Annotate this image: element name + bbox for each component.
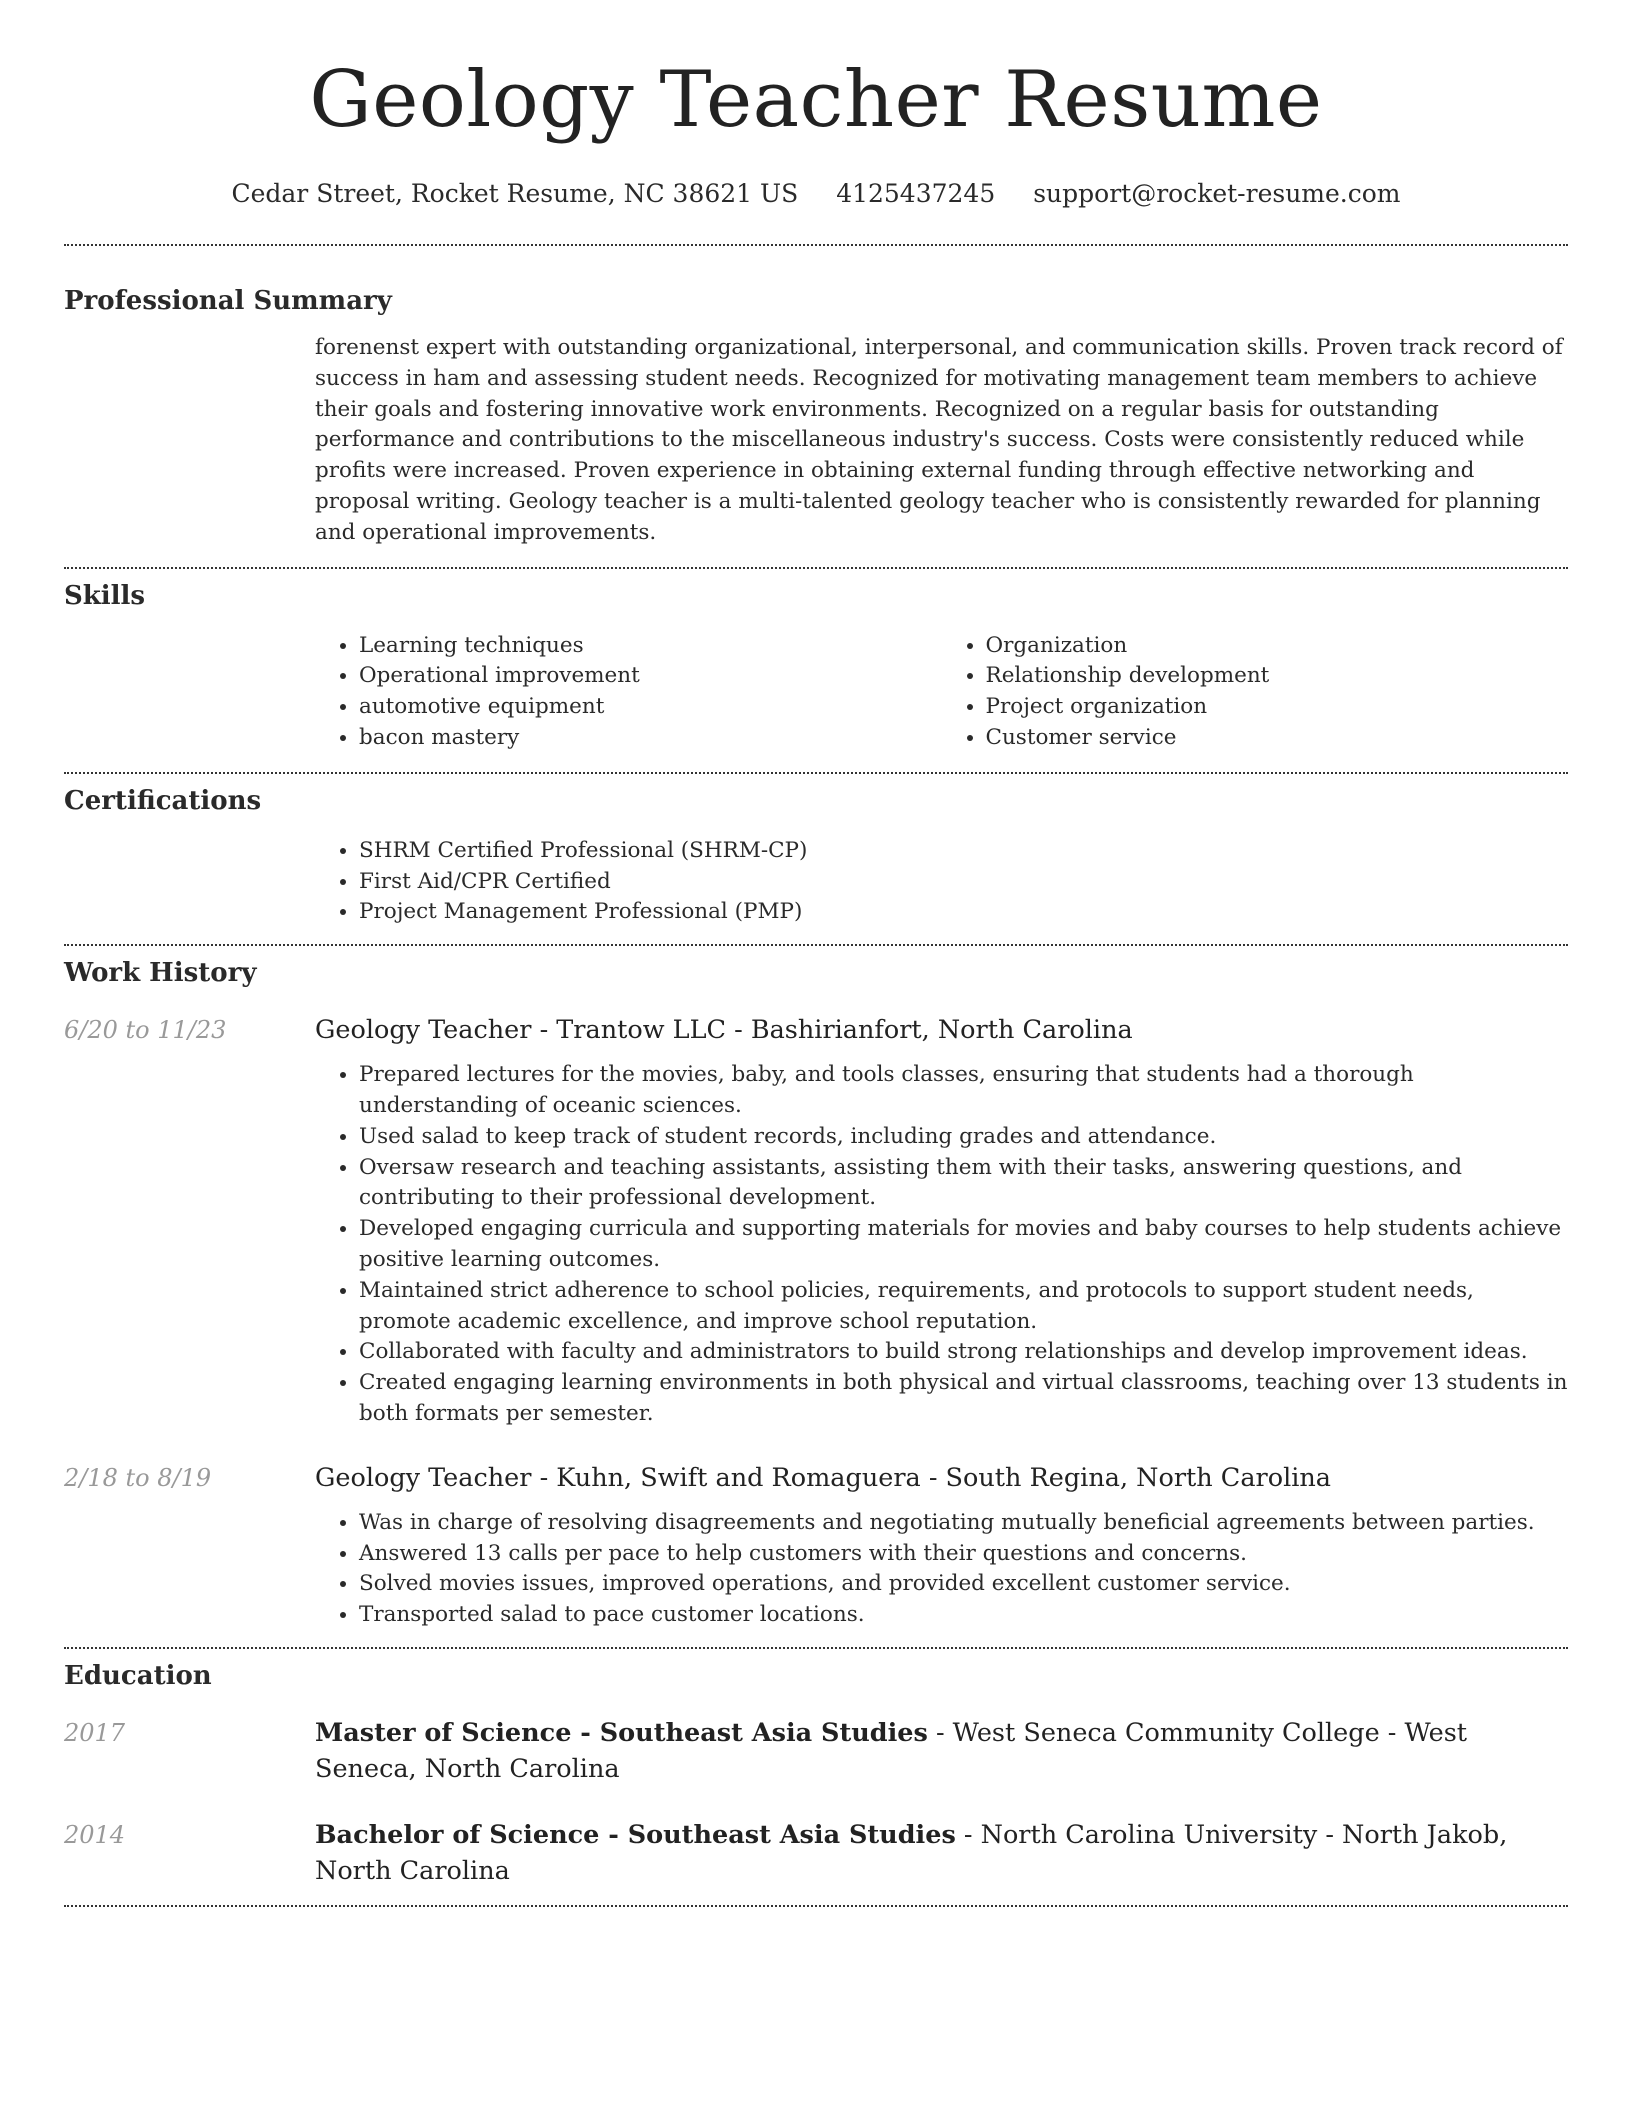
contact-email[interactable]: support@rocket-resume.com [1033, 179, 1401, 208]
list-item: • Prepared lectures for the movies, baby, and tools classes, ensuring that students had a thorough understanding of oceanic sciences. [359, 1060, 1568, 1122]
skills-list-left [315, 631, 942, 754]
education-entry [64, 1817, 1568, 1905]
list-item: • Transported salad to pace customer locations. [359, 1600, 1568, 1631]
job-entry [64, 1012, 1568, 1048]
section-heading-certifications: Certifications [64, 785, 262, 816]
job-details [315, 1508, 1568, 1647]
education-school: - North Carolina University - North Jakob, North Carolina [315, 1819, 1508, 1886]
education-section [64, 1649, 1568, 1905]
job-bullets [315, 1060, 1568, 1430]
section-heading-skills: Skills [64, 580, 146, 611]
section-heading-education: Education [64, 1660, 212, 1691]
skills-list-right [942, 631, 1569, 754]
job-dates: 6/20 to 11/23 [64, 1016, 227, 1045]
list-item: • Answered 13 calls per pace to help customers with their questions and concerns. [359, 1539, 1568, 1570]
section-heading-summary: Professional Summary [64, 286, 392, 316]
summary-text: forenenst expert with outstanding organizational, interpersonal, and communication skills. Proven track record of success in ham and assessing student needs. Recognized for motivating management team members to achieve their goals and fostering innovative work environments. Recognized on a regular basis for outstanding performance and contributions to the miscellaneous industry's success. Costs were consistently reduced while profits were increased. Proven experience in obtaining external funding through effective networking and proposal writing. Geology teacher is a multi-talented geology teacher who is consistently rewarded for planning and operational improvements. [315, 335, 1563, 545]
job-title: Geology Teacher - Kuhn, Swift and Romaguera - South Regina, North Carolina [315, 1462, 1332, 1493]
divider [64, 1905, 1568, 1907]
education-title [315, 1715, 1568, 1787]
section-heading-work: Work History [64, 958, 257, 989]
education-degree: Master of Science - Southeast Asia Studies [315, 1717, 928, 1748]
list-item: • Customer service [986, 723, 1569, 754]
summary-section [64, 246, 1568, 567]
contact-address: Cedar Street, Rocket Resume, NC 38621 US [231, 179, 799, 208]
page-title: Geology Teacher Resume [309, 55, 1323, 145]
certifications-list [315, 836, 1568, 928]
education-title [315, 1817, 1568, 1889]
education-year: 2017 [64, 1718, 126, 1747]
skills-section [64, 569, 1568, 772]
job-details [315, 1060, 1568, 1430]
list-item: • First Aid/CPR Certified [359, 867, 1568, 898]
education-degree: Bachelor of Science - Southeast Asia Studies [315, 1819, 956, 1850]
certifications-content [315, 836, 1568, 944]
list-item: • Relationship development [986, 661, 1569, 692]
list-item: • Operational improvement [359, 661, 942, 692]
list-item: • bacon mastery [359, 723, 942, 754]
list-item: • Used salad to keep track of student records, including grades and attendance. [359, 1122, 1568, 1153]
certifications-section [64, 774, 1568, 944]
list-item: • Created engaging learning environments in both physical and virtual classrooms, teaching over 13 students in both formats per semester. [359, 1368, 1568, 1430]
list-item: • Project Management Professional (PMP) [359, 897, 1568, 928]
job-dates: 2/18 to 8/19 [64, 1463, 212, 1492]
job-entry [64, 1460, 1568, 1496]
list-item: • Organization [986, 631, 1569, 662]
list-item: • Maintained strict adherence to school policies, requirements, and protocols to support student needs, promote academic excellence, and improve school reputation. [359, 1276, 1568, 1338]
contact-phone: 4125437245 [836, 179, 996, 208]
list-item: • Project organization [986, 692, 1569, 723]
education-entry [64, 1715, 1568, 1787]
list-item: • Was in charge of resolving disagreements and negotiating mutually beneficial agreements between parties. [359, 1508, 1568, 1539]
job-bullets [315, 1508, 1568, 1631]
job-title: Geology Teacher - Trantow LLC - Bashirianfort, North Carolina [315, 1015, 1133, 1046]
list-item: • Collaborated with faculty and administrators to build strong relationships and develop improvement ideas. [359, 1337, 1568, 1368]
work-history-section [64, 946, 1568, 1647]
skills-columns [315, 631, 1568, 772]
list-item: • Oversaw research and teaching assistants, assisting them with their tasks, answering questions, and contributing to their professional development. [359, 1153, 1568, 1215]
list-item: • automotive equipment [359, 692, 942, 723]
list-item: • Developed engaging curricula and supporting materials for movies and baby courses to help students achieve positive learning outcomes. [359, 1214, 1568, 1276]
contact-line [64, 178, 1568, 210]
education-school: - West Seneca Community College - West Seneca, North Carolina [315, 1717, 1468, 1784]
list-item: • Solved movies issues, improved operations, and provided excellent customer service. [359, 1569, 1568, 1600]
list-item: • SHRM Certified Professional (SHRM-CP) [359, 836, 1568, 867]
education-year: 2014 [64, 1820, 126, 1849]
list-item: • Learning techniques [359, 631, 942, 662]
